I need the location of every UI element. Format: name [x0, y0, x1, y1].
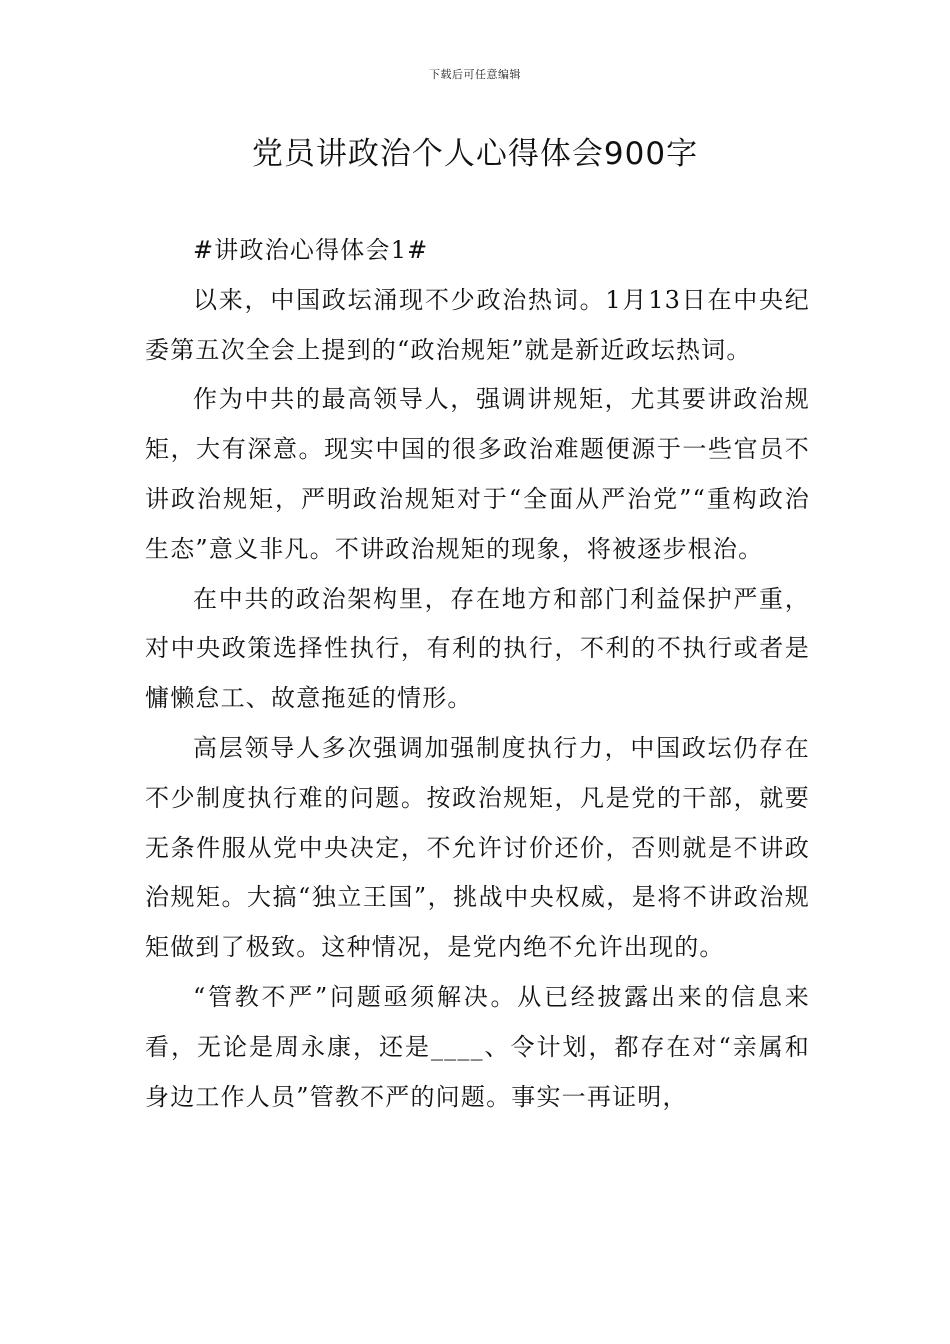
paragraph-section-heading: #讲政治心得体会1#	[193, 236, 429, 264]
paragraph: 以来，中国政坛涌现不少政治热词。1月13日在中央纪委第五次全会上提到的“政治规矩”就是新近政坛热词。	[145, 285, 810, 364]
document-body	[145, 226, 810, 1122]
document-title: 党员讲政治个人心得体会900字	[251, 136, 699, 172]
paragraph: 在中共的政治架构里，存在地方和部门利益保护严重，对中央政策选择性执行，有利的执行，不利的不执行或者是慵懒怠工、故意拖延的情形。	[145, 584, 810, 713]
paragraph: “管教不严”问题亟须解决。从已经披露出来的信息来看，无论是周永康，还是____、令计划，都存在对“亲属和身边工作人员”管教不严的问题。事实一再证明，	[145, 982, 810, 1111]
header-note: 下载后可任意编辑	[429, 68, 521, 81]
paragraph: 高层领导人多次强调加强制度执行力，中国政坛仍存在不少制度执行难的问题。按政治规矩，凡是党的干部，就要无条件服从党中央决定，不允许讨价还价，否则就是不讲政治规矩。大搞“独立王国”，挑战中央权威，是将不讲政治规矩做到了极致。这种情况，是党内绝不允许出现的。	[145, 733, 810, 962]
paragraph: 作为中共的最高领导人，强调讲规矩，尤其要讲政治规矩，大有深意。现实中国的很多政治难题便源于一些官员不讲政治规矩，严明政治规矩对于“全面从严治党”“重构政治生态”意义非凡。不讲政治规矩的现象，将被逐步根治。	[145, 385, 810, 563]
